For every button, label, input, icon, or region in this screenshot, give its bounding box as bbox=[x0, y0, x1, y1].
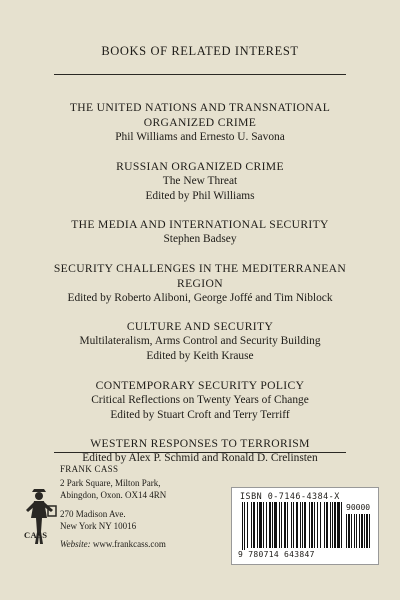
heading: BOOKS OF RELATED INTEREST bbox=[101, 44, 299, 58]
book-title: CONTEMPORARY SECURITY POLICY bbox=[95, 378, 305, 392]
publisher-website bbox=[60, 538, 166, 550]
book-entry bbox=[30, 436, 370, 466]
publisher-logo-icon bbox=[20, 488, 58, 550]
book-entry bbox=[30, 217, 370, 247]
ean-barcode-icon bbox=[242, 502, 342, 550]
book-entry bbox=[30, 100, 370, 145]
top-divider bbox=[54, 74, 346, 75]
book-title: THE MEDIA AND INTERNATIONAL SECURITY bbox=[71, 218, 329, 231]
website-label: Website: bbox=[60, 539, 91, 549]
book-subtitle: Multilateralism, Arms Control and Security Building bbox=[79, 335, 321, 347]
book-title: WESTERN RESPONSES TO TERRORISM bbox=[90, 437, 310, 450]
book-author: Stephen Badsey bbox=[163, 233, 237, 245]
logo-text: CASS bbox=[24, 530, 48, 540]
book-author: Edited by Roberto Aliboni, George Joffé and Tim Niblock bbox=[67, 291, 333, 304]
book-title: THE UNITED NATIONS AND TRANSNATIONAL ORGANIZED CRIME bbox=[69, 101, 331, 129]
ean-number: 9 780714 643847 bbox=[238, 550, 315, 559]
publisher-address: Abingdon, Oxon. OX14 4RN bbox=[60, 490, 167, 500]
book-author: Phil Williams and Ernesto U. Savona bbox=[115, 131, 285, 143]
website-url: www.frankcass.com bbox=[92, 539, 166, 549]
book-author: Edited by Keith Krause bbox=[146, 350, 254, 362]
book-title: SECURITY CHALLENGES IN THE MEDITERRANEAN REGION bbox=[53, 261, 347, 290]
publisher-address: 270 Madison Ave. bbox=[60, 509, 126, 519]
price-code: 90000 bbox=[346, 503, 371, 512]
book-entry bbox=[30, 378, 370, 423]
barcode-box bbox=[231, 487, 379, 565]
book-author: Edited by Stuart Croft and Terry Terriff bbox=[110, 408, 290, 421]
publisher-address: 2 Park Square, Milton Park, bbox=[60, 478, 161, 488]
book-entry bbox=[30, 319, 370, 364]
book-author: Edited by Alex P. Schmid and Ronald D. Crelinsten bbox=[82, 452, 318, 464]
book-entry bbox=[30, 159, 370, 204]
publisher-address: New York NY 10016 bbox=[60, 521, 137, 531]
bottom-divider bbox=[54, 452, 346, 453]
book-entry bbox=[30, 261, 370, 306]
book-author: Edited by Phil Williams bbox=[145, 189, 255, 202]
addon-barcode-icon bbox=[346, 514, 374, 550]
book-subtitle: The New Threat bbox=[162, 174, 238, 187]
publisher-name: FRANK CASS bbox=[60, 464, 119, 474]
book-subtitle: Critical Reflections on Twenty Years of Change bbox=[91, 393, 309, 406]
isbn-number: ISBN 0-7146-4384-X bbox=[240, 491, 340, 501]
book-title: CULTURE AND SECURITY bbox=[126, 320, 274, 333]
book-list bbox=[30, 100, 370, 480]
book-title: RUSSIAN ORGANIZED CRIME bbox=[116, 159, 284, 173]
